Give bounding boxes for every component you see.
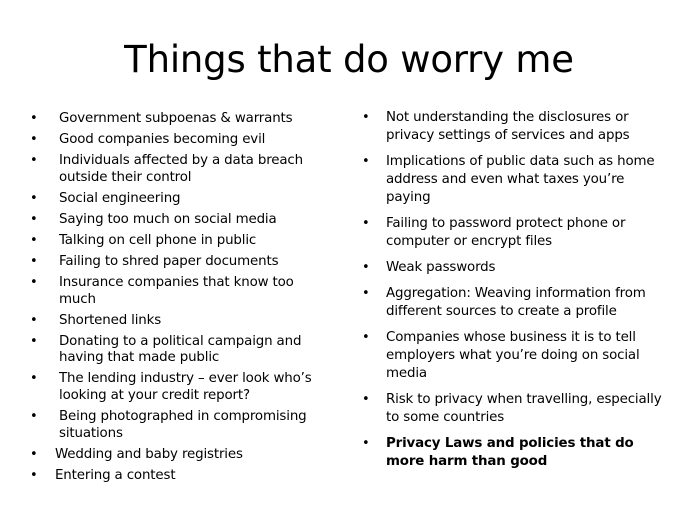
bullet-icon: •: [30, 275, 38, 291]
list-item: [30, 468, 320, 485]
list-item: [362, 109, 672, 145]
list-item-text: Aggregation: Weaving information from different sources to create a profile: [386, 286, 646, 320]
bullet-icon: •: [30, 232, 38, 248]
slide-title: Things that do worry me: [124, 38, 574, 81]
bullet-icon: •: [362, 110, 370, 125]
list-item-text: Companies whose business it is to tell employers what you’re doing on social media: [386, 330, 640, 382]
bullet-icon: •: [30, 211, 38, 227]
list-item: [30, 111, 320, 128]
list-item-text: Social engineering: [59, 190, 181, 206]
list-item-text: Shortened links: [59, 312, 162, 328]
list-item-text: Implications of public data such as home address and even what taxes you’re paying: [386, 154, 655, 205]
list-item: [362, 329, 672, 382]
list-item: [30, 132, 320, 149]
list-item: [362, 435, 672, 471]
list-item: [30, 371, 320, 404]
bullet-icon: •: [362, 330, 370, 346]
list-item: [362, 259, 672, 277]
list-item-text: Donating to a political campaign and having that made public: [59, 333, 302, 366]
bullet-icon: •: [362, 436, 370, 452]
list-item-text: The lending industry – ever look who’s looking at your credit report?: [59, 371, 312, 403]
bullet-icon: •: [30, 371, 38, 387]
list-item: [30, 409, 320, 442]
list-item: [30, 191, 320, 208]
list-item-text: Failing to shred paper documents: [59, 254, 279, 270]
list-item: [30, 334, 320, 367]
list-item: [362, 215, 672, 251]
list-item-text: Saying too much on social media: [59, 211, 277, 227]
list-item-text: Talking on cell phone in public: [59, 232, 257, 248]
list-item-text: Weak passwords: [386, 260, 496, 276]
bullet-icon: •: [30, 446, 38, 462]
list-item-text: Good companies becoming evil: [59, 132, 266, 148]
list-item-text: Risk to privacy when travelling, especially to some countries: [386, 392, 662, 426]
bullet-icon: •: [30, 132, 38, 148]
list-item: [362, 391, 672, 427]
list-item: [362, 285, 672, 321]
bullet-icon: •: [30, 409, 38, 425]
right-bullet-list: [362, 109, 672, 480]
list-item: [30, 212, 320, 229]
bullet-icon: •: [30, 312, 38, 328]
bullet-icon: •: [30, 333, 38, 349]
list-item: [30, 153, 320, 186]
bullet-icon: •: [362, 286, 370, 302]
list-item: [362, 153, 672, 206]
list-item-text: Insurance companies that know too much: [59, 275, 294, 307]
bullet-icon: •: [362, 154, 370, 170]
list-item-text: Being photographed in compromising situations: [59, 409, 307, 441]
list-item: [30, 447, 320, 464]
bullet-icon: •: [30, 467, 38, 483]
bullet-icon: •: [30, 111, 38, 126]
list-item-text: Wedding and baby registries: [55, 446, 243, 462]
list-item-text: Government subpoenas & warrants: [59, 111, 293, 126]
list-item-text: Individuals affected by a data breach outside their control: [59, 153, 303, 185]
list-item-text: Not understanding the disclosures or privacy settings of services and apps: [386, 110, 630, 143]
bullet-icon: •: [362, 392, 370, 408]
list-item: [30, 233, 320, 250]
list-item: [30, 275, 320, 308]
bullet-icon: •: [362, 260, 370, 276]
bullet-icon: •: [30, 254, 38, 270]
list-item-text: Failing to password protect phone or computer or encrypt files: [386, 215, 626, 249]
bullet-icon: •: [362, 215, 370, 231]
bullet-icon: •: [30, 153, 38, 169]
list-item-text: Privacy Laws and policies that do more harm than good: [386, 436, 634, 470]
list-item: [30, 254, 320, 271]
list-item: [30, 313, 320, 330]
list-item-text: Entering a contest: [55, 467, 176, 483]
left-bullet-list: [30, 111, 320, 489]
bullet-icon: •: [30, 190, 38, 206]
